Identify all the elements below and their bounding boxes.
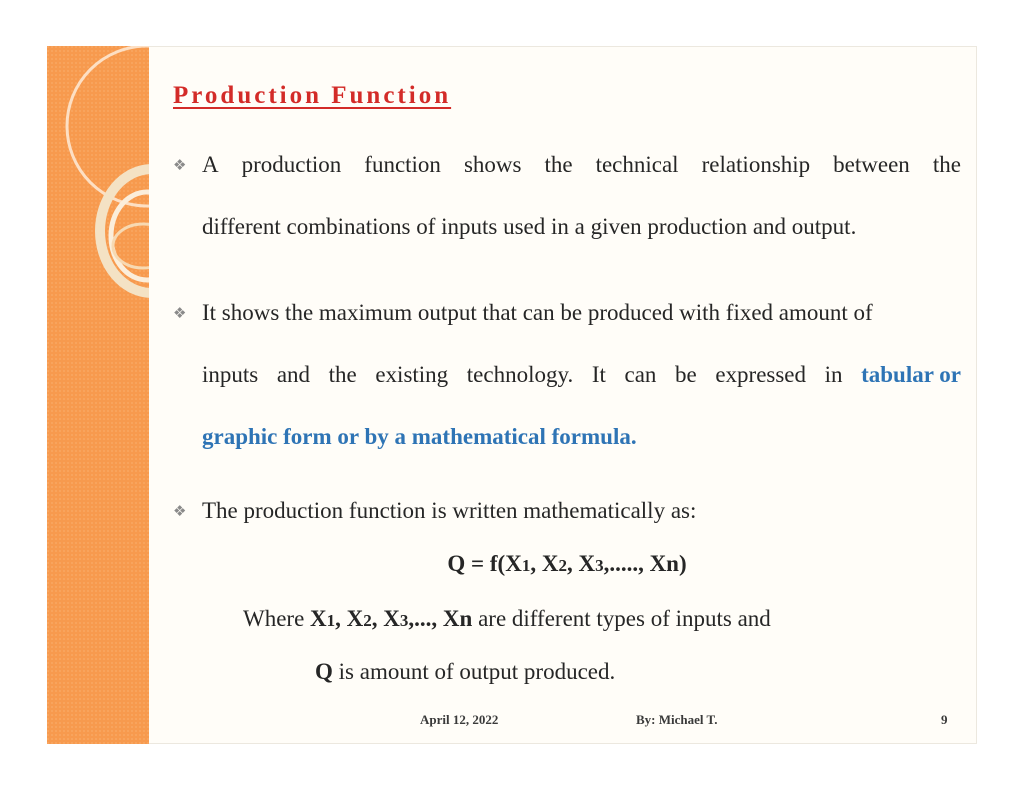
formula-part: Q = f(X — [447, 551, 522, 576]
word: production — [241, 152, 342, 177]
q-explanation — [315, 659, 615, 685]
bullet-2-line-2 — [173, 344, 961, 406]
word: expressed — [715, 362, 807, 387]
diamond-bullet-icon: ❖ — [173, 304, 187, 322]
formula-part: , X — [530, 551, 559, 576]
word: can — [624, 362, 657, 387]
word: in — [824, 362, 843, 387]
word: the — [932, 152, 961, 177]
word: A — [202, 152, 219, 177]
q-variable: Q — [315, 659, 333, 684]
variable: ,..., Xn — [408, 606, 473, 631]
word: and — [276, 362, 311, 387]
variable: , X — [371, 606, 400, 631]
bullet-2-line-3-highlight: graphic form or by a mathematical formula. — [202, 424, 637, 449]
bullet-2-line-1: It shows the maximum output that can be produced with fixed amount of — [202, 300, 873, 325]
decorative-rings-graphic — [47, 46, 149, 744]
formula-part: , X — [566, 551, 596, 576]
bullet-item-3 — [173, 480, 961, 542]
q-text: is amount of output produced. — [332, 659, 616, 684]
bullet-3-line-1: The production function is written mathematically as: — [202, 498, 697, 523]
bullet-1-line-2: different combinations of inputs used in a given production and output. — [202, 214, 857, 239]
word: be — [675, 362, 697, 387]
formula-subscript: 2 — [558, 556, 567, 575]
word: technology. — [466, 362, 574, 387]
formula-subscript: 3 — [595, 556, 604, 575]
decorative-sidebar — [47, 46, 149, 744]
word: the — [544, 152, 573, 177]
where-text: Where — [243, 606, 311, 631]
word: inputs — [202, 362, 259, 387]
production-formula — [0, 551, 1024, 577]
word: between — [833, 152, 910, 177]
bullet-1-line-1 — [173, 134, 961, 196]
variable-subscript: 1 — [326, 611, 336, 630]
diamond-bullet-icon: ❖ — [173, 502, 187, 520]
variable: , X — [335, 606, 364, 631]
word: It — [591, 362, 606, 387]
variable-subscript: 2 — [363, 611, 372, 630]
formula-part: ,....., Xn) — [603, 551, 687, 576]
variable-subscript: 3 — [399, 611, 409, 630]
where-text: are different types of inputs and — [472, 606, 771, 631]
bullet-item-1 — [173, 134, 961, 258]
variable: X — [310, 606, 327, 631]
bullet-item-2 — [173, 282, 961, 468]
footer-author: By: Michael T. — [636, 712, 718, 727]
formula-subscript: 1 — [521, 556, 531, 575]
word: existing — [375, 362, 449, 387]
highlight-text: tabular or — [861, 362, 961, 387]
word: shows — [463, 152, 522, 177]
where-explanation — [243, 606, 771, 632]
footer-date: April 12, 2022 — [420, 712, 499, 727]
slide-title: Production Function — [173, 82, 452, 109]
word: relationship — [701, 152, 811, 177]
word: function — [364, 152, 441, 177]
word: technical — [595, 152, 679, 177]
diamond-bullet-icon: ❖ — [173, 156, 187, 174]
page-number: 9 — [941, 712, 948, 727]
word: the — [328, 362, 357, 387]
